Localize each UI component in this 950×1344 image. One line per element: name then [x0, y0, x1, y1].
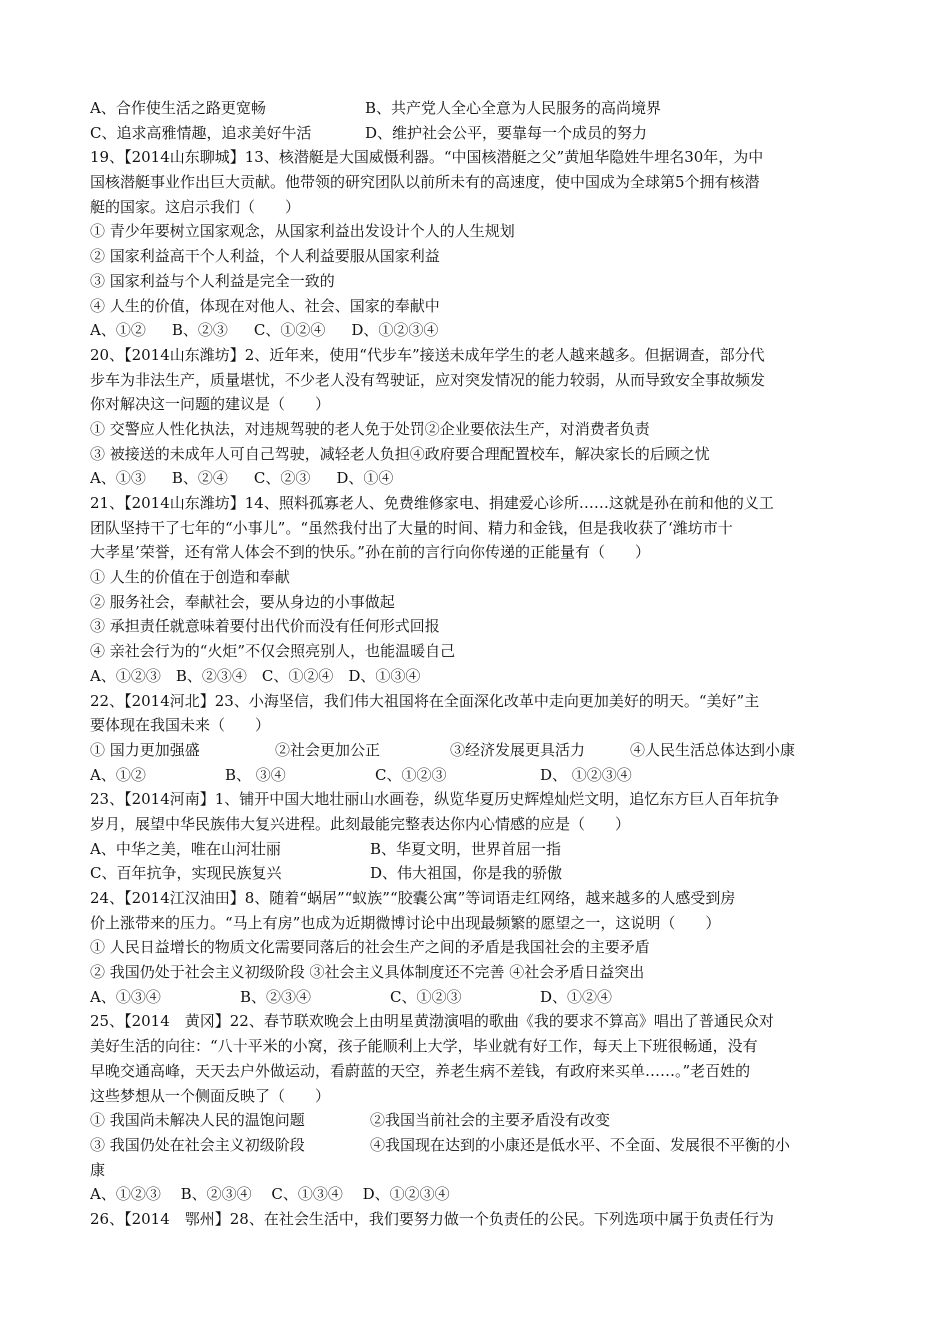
q19-stem-line-1: 19、【2014山东聊城】13、核潜艇是大国威慑利器。“中国核潜艇之父”黄旭华隐姓牛埋名30年，为中	[90, 148, 764, 167]
q22-stem-line-1: 22、【2014河北】23、小海坚信，我们伟大祖国将在全面深化改革中走向更加美好的明天。“美好”主	[90, 691, 760, 710]
q21-stem-line-1: 21、【2014山东潍坊】14、照料孤寡老人、免费维修家电、捐建爱心诊所……这就是孙在前和他的义工	[90, 494, 774, 512]
q25-stem-line-3: 早晚交通高峰，天天去户外做运动，看蔚蓝的天空，养老生病不差钱，有政府来买单……。”老百姓的	[90, 1061, 751, 1080]
q22-stem-line-2: 要体现在我国未来（ ）	[90, 716, 271, 735]
option-d: D、 ①②③④	[540, 765, 632, 784]
q22-statements	[90, 738, 870, 763]
q24-statements-2-4: ② 我国仍处于社会主义初级阶段 ③社会主义具体制度还不完善 ④社会矛盾日益突出	[90, 963, 645, 982]
q26-stem-line-1: 26、【2014 鄂州】28、在社会生活中，我们要努力做一个负责任的公民。下列选项中属于负责任行为	[90, 1209, 774, 1228]
q23-stem-line-2: 岁月，展望中华民族伟大复兴进程。此刻最能完整表达你内心情感的应是（ ）	[90, 814, 631, 833]
document-page	[90, 96, 870, 1232]
q23-stem-line-1: 23、【2014河南】1、铺开中国大地壮丽山水画卷，纵览华夏历史辉煌灿烂文明，追忆东方巨人百年抗争	[90, 790, 780, 809]
q19-options	[90, 318, 870, 343]
q21-stem-line-2: 团队坚持干了七年的“小事儿”。“虽然我付出了大量的时间、精力和金钱，但是我收获了‘潍坊市十	[90, 518, 733, 537]
q20-options	[90, 466, 870, 491]
option-c: C、追求高雅情趣，追求美好牛活	[90, 123, 312, 142]
option-a: A、①③④	[90, 987, 161, 1006]
option-b: B、 ③④	[225, 765, 286, 784]
q25-stem-line-1: 25、【2014 黄冈】22、春节联欢晚会上由明星黄渤演唱的歌曲《我的要求不算高》唱出了普通民众对	[90, 1012, 774, 1031]
option-b: B、②③	[171, 321, 228, 340]
option-d: D、①②④	[540, 987, 613, 1006]
q23-options-row-1	[90, 837, 870, 862]
statement-4: ④人民生活总体达到小康	[630, 740, 796, 759]
q21-statement-4: ④ 亲社会行为的“火炬”不仅会照亮别人，也能温暖自己	[90, 642, 456, 661]
prev-options-row-1	[90, 96, 870, 121]
q20-statements-3-4: ③ 被接送的未成年人可自己驾驶，减轻老人负担④政府要合理配置校车，解决家长的后顾之忧	[90, 444, 710, 463]
q25-statements-3-4	[90, 1133, 870, 1158]
q25-options: A、①②③ B、②③④ C、①③④ D、①②③④	[90, 1185, 450, 1204]
q20-stem-line-1: 20、【2014山东潍坊】2、近年来，使用“代步车”接送未成年学生的老人越来越多。但据调查，部分代	[90, 345, 765, 364]
q25-statement-4-cont: 康	[90, 1160, 106, 1179]
q19-statement-2: ② 国家利益高干个人利益，个人利益要服从国家利益	[90, 247, 440, 266]
q24-stem-line-2: 价上涨带来的压力。“马上有房”也成为近期微博讨论中出现最频繁的愿望之一，这说明（ ）	[90, 913, 721, 932]
option-a: A、①②	[90, 765, 146, 784]
statement-1: ① 我国尚未解决人民的温饱问题	[90, 1111, 305, 1130]
q19-stem-line-2: 国核潜艇事业作出巨大贡献。他带领的研究团队以前所未有的高速度，使中国成为全球第5个拥有核潜	[90, 173, 760, 192]
q19-statement-4: ④ 人生的价值，体现在对他人、社会、国家的奉献中	[90, 296, 440, 315]
q21-statement-2: ② 服务社会，奉献社会，要从身边的小事做起	[90, 592, 395, 611]
q20-statements-1-2: ① 交警应人性化执法，对违规驾驶的老人免于处罚②企业要依法生产，对消费者负责	[90, 419, 650, 438]
statement-3: ③经济发展更具活力	[450, 740, 586, 759]
q19-statement-3: ③ 国家利益与个人利益是完全一致的	[90, 271, 335, 290]
q25-statements-1-2	[90, 1108, 870, 1133]
option-a: A、①②	[90, 321, 146, 340]
q24-statement-1: ① 人民日益增长的物质文化需要同落后的社会生产之间的矛盾是我国社会的主要矛盾	[90, 938, 650, 957]
q25-stem-line-4: 这些梦想从一个侧面反映了（ ）	[90, 1086, 331, 1105]
option-b: B、华夏文明，世界首屈一指	[370, 839, 562, 858]
q21-statement-1: ① 人生的价值在于创造和奉献	[90, 568, 290, 587]
option-d: D、维护社会公平，要靠每一个成员的努力	[365, 123, 648, 142]
q24-options	[90, 985, 870, 1010]
q23-options-row-2	[90, 861, 870, 886]
option-a: A、合作使生活之路更宽畅	[90, 99, 266, 117]
option-c: C、②③	[253, 469, 311, 488]
q20-stem-line-2: 步车为非法生产，质量堪忧，不少老人没有驾驶证，应对突发情况的能力较弱，从而导致安全事故频发	[90, 370, 766, 389]
statement-2: ②社会更加公正	[275, 740, 381, 759]
q24-stem-line-1: 24、【2014江汉油田】8、随着“蜗居”“蚁族”“胶囊公寓”等词语走红网络，越来越多的人感受到房	[90, 889, 736, 907]
option-d: D、伟大祖国，你是我的骄傲	[370, 864, 563, 883]
option-c: C、①②③	[390, 987, 462, 1006]
q22-options	[90, 763, 870, 788]
q21-options: A、①②③ B、②③④ C、①②④ D、①③④	[90, 666, 421, 685]
option-a: A、中华之美，唯在山河壮丽	[90, 839, 281, 858]
option-b: B、②④	[171, 469, 228, 488]
statement-4: ④我国现在达到的小康还是低水平、不全面、发展很不平衡的小	[370, 1135, 791, 1154]
statement-1: ① 国力更加强盛	[90, 740, 200, 759]
q25-stem-line-2: 美好生活的向往：“八十平米的小窝，孩子能顺利上大学，毕业就有好工作，每天上下班很畅通，没有	[90, 1037, 758, 1056]
option-b: B、②③④	[240, 987, 312, 1006]
option-a: A、①③	[90, 469, 146, 488]
option-d: D、①④	[336, 469, 394, 488]
statement-2: ②我国当前社会的主要矛盾没有改变	[370, 1111, 611, 1130]
q20-stem-line-3: 你对解决这一问题的建议是（ ）	[90, 395, 331, 414]
option-c: C、①②③	[375, 765, 447, 784]
q19-statement-1: ① 青少年要树立国家观念，从国家利益出发设计个人的人生规划	[90, 222, 515, 241]
prev-options-row-2	[90, 121, 870, 146]
option-c: C、百年抗争，实现民族复兴	[90, 864, 282, 883]
option-c: C、①②④	[253, 321, 326, 340]
q19-stem-line-3: 艇的国家。这启示我们（ ）	[90, 197, 301, 216]
option-d: D、①②③④	[351, 321, 439, 340]
option-b: B、共产党人全心全意为人民服务的高尚境界	[365, 99, 662, 117]
q21-stem-line-3: 大孝星’荣誉，还有常人体会不到的快乐。”孙在前的言行向你传递的正能量有（ ）	[90, 543, 650, 562]
statement-3: ③ 我国仍处在社会主义初级阶段	[90, 1135, 305, 1154]
q21-statement-3: ③ 承担责任就意味着要付出代价而没有任何形式回报	[90, 617, 440, 636]
